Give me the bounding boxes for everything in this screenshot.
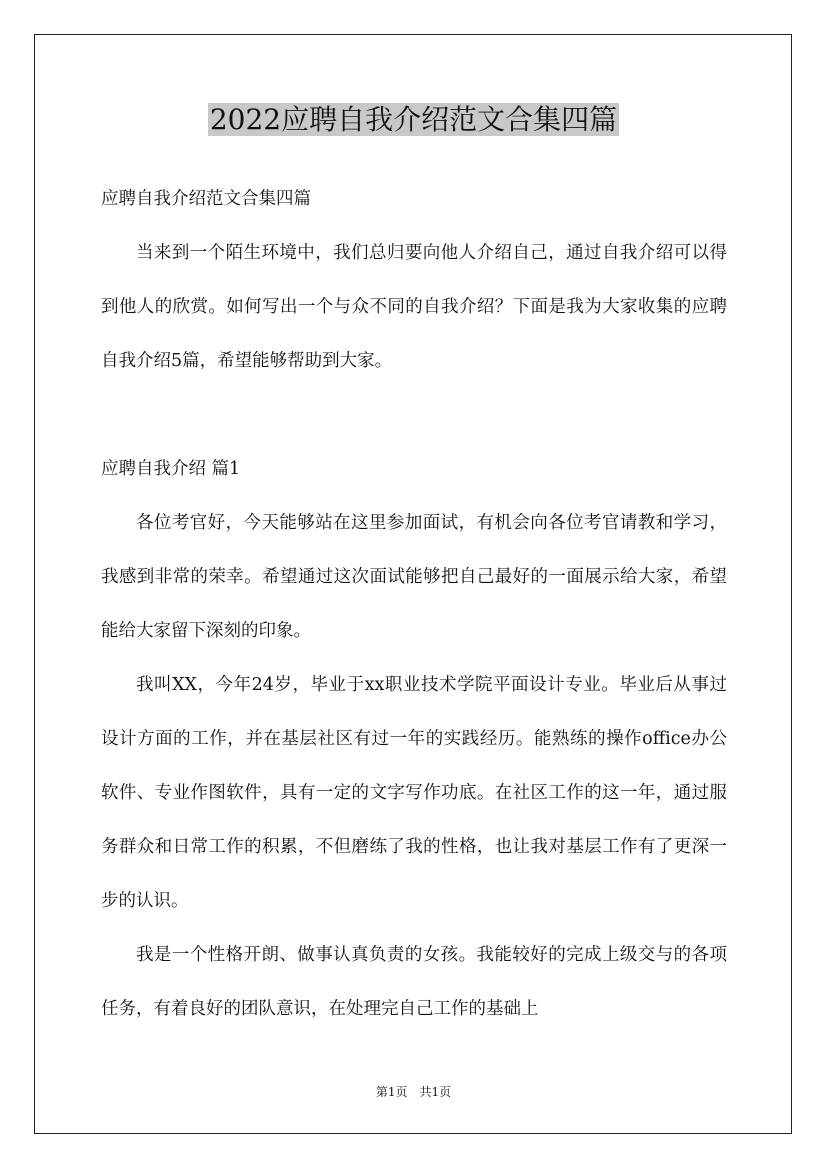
body-paragraph: 我是一个性格开朗、做事认真负责的女孩。我能较好的完成上级交与的各项任务，有着良好的团队意识，在处理完自己工作的基础上: [101, 945, 727, 1019]
document-body: [101, 172, 727, 1036]
page-number: 第1页: [375, 1085, 408, 1099]
body-paragraph: 我叫XX，今年24岁，毕业于xx职业技术学院平面设计专业。毕业后从事过设计方面的工作，并在基层社区有过一年的实践经历。能熟练的操作office办公软件、专业作图软件，具有一定的文字写作功底。在社区工作的这一年，通过服务群众和日常工作的积累，不但磨练了我的性格，也让我对基层工作有了更深一步的认识。: [101, 675, 727, 911]
section-heading-1: 应聘自我介绍 篇1: [101, 459, 241, 479]
intro-paragraph: 当来到一个陌生环境中，我们总归要向他人介绍自己，通过自我介绍可以得到他人的欣赏。如何写出一个与众不同的自我介绍？下面是我为大家收集的应聘自我介绍5篇，希望能够帮助到大家。: [101, 243, 727, 371]
page-total: 共1页: [419, 1085, 452, 1099]
document-title-text: 2022应聘自我介绍范文合集四篇: [209, 103, 618, 136]
document-title: [0, 98, 827, 142]
body-paragraph: 各位考官好，今天能够站在这里参加面试，有机会向各位考官请教和学习，我感到非常的荣幸。希望通过这次面试能够把自己最好的一面展示给大家，希望能给大家留下深刻的印象。: [101, 513, 727, 641]
document-subtitle: 应聘自我介绍范文合集四篇: [101, 189, 311, 209]
page-footer: [0, 1082, 827, 1102]
